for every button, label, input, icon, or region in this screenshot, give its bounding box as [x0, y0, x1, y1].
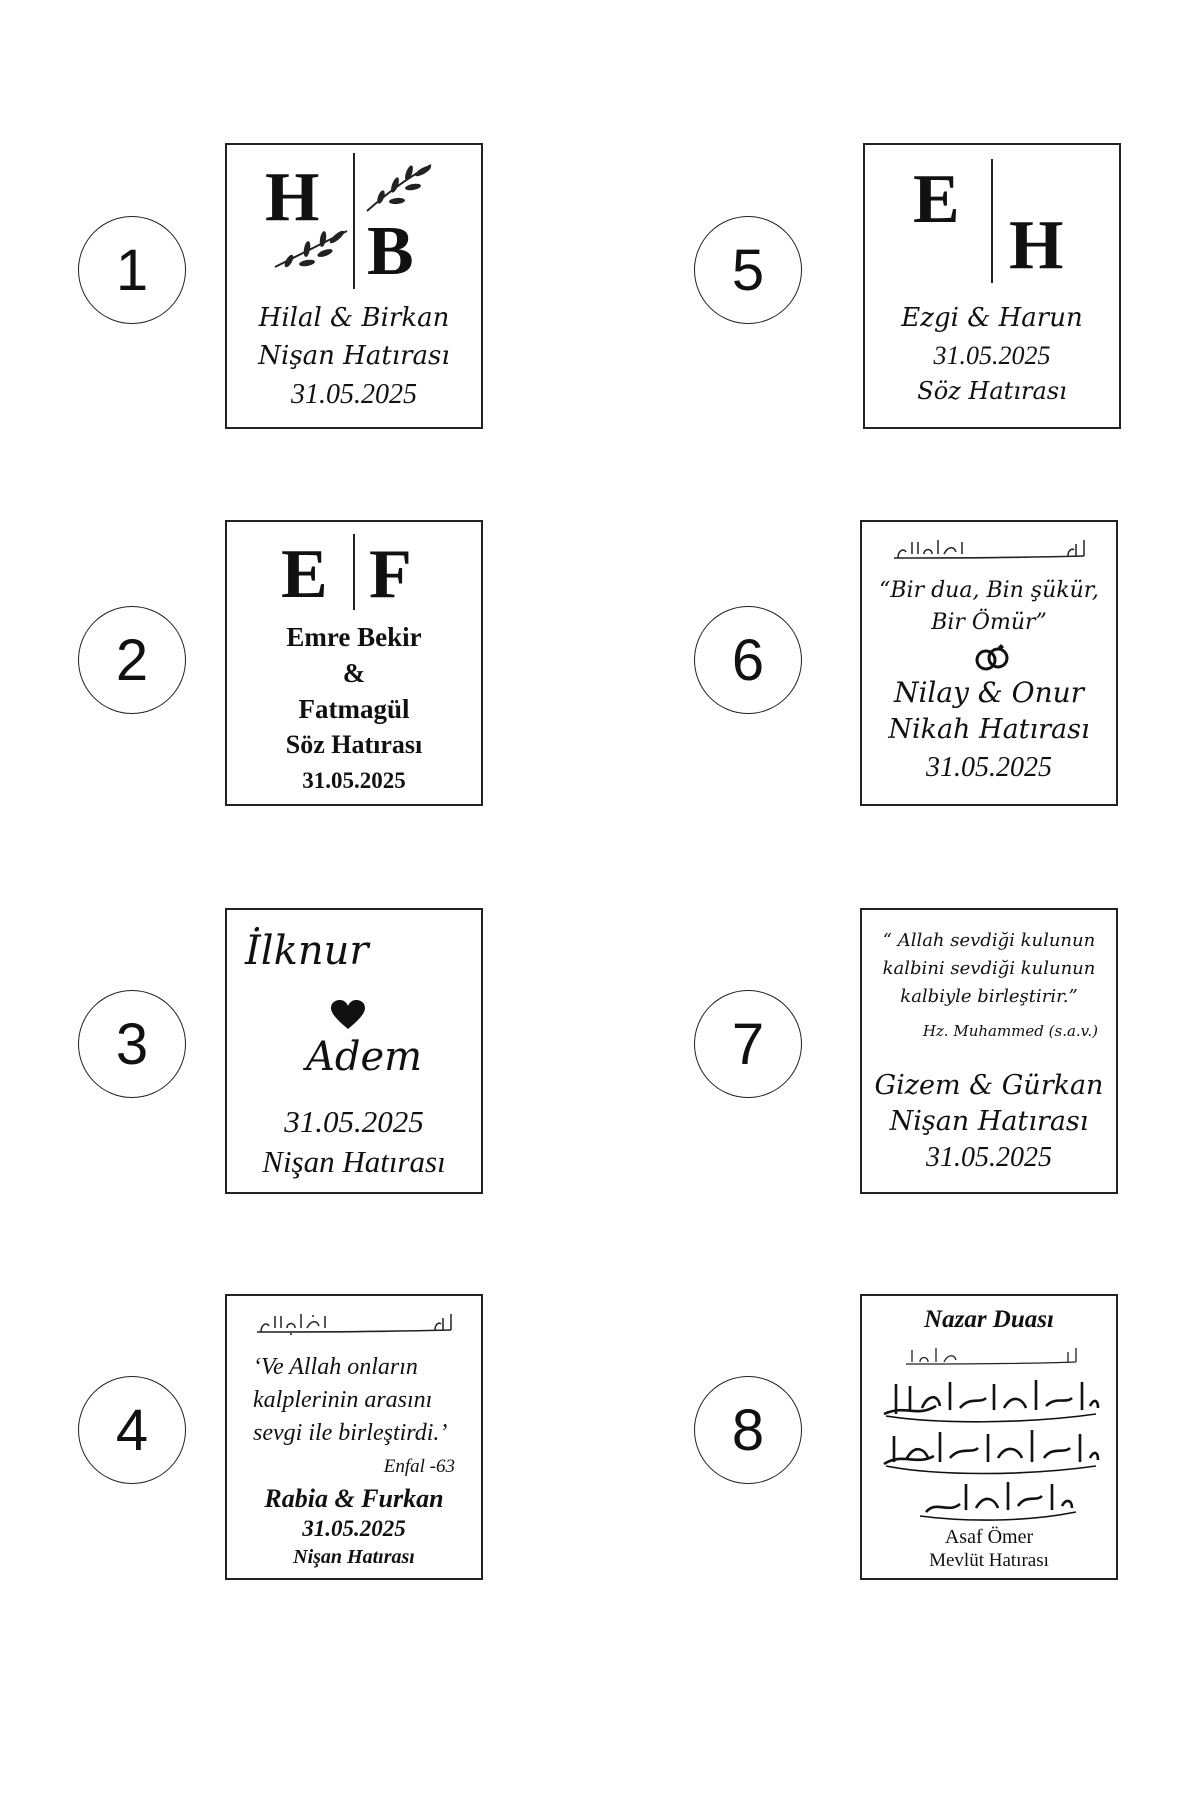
quote-source: Hz. Muhammed (s.a.v.) [922, 1022, 1098, 1040]
card-occasion: Nişan Hatırası [889, 1106, 1089, 1137]
card-date: 31.05.2025 [284, 1104, 424, 1139]
quote-line-3: kalbiyle birleştirir.” [900, 986, 1078, 1007]
card-date: 31.05.2025 [933, 341, 1051, 370]
card-names: Gizem & Gürkan [874, 1070, 1104, 1101]
card-names: Hilal & Birkan [258, 303, 450, 333]
card-date: 31.05.2025 [291, 379, 417, 410]
number-badge-2: 2 [78, 606, 186, 714]
monogram-left: E [913, 161, 960, 238]
quote-line-1: “Bir dua, Bin şükür, [879, 578, 1099, 603]
leaf-branch-icon [363, 159, 435, 215]
number-badge-1: 1 [78, 216, 186, 324]
card-names: Rabia & Furkan [264, 1484, 444, 1513]
card-occasion: Söz Hatırası [285, 730, 423, 759]
monogram-left: E [281, 536, 328, 613]
card-occasion: Nişan Hatırası [258, 341, 450, 371]
card-date: 31.05.2025 [302, 768, 406, 793]
monogram-left: H [265, 159, 320, 236]
leaf-branch-icon [271, 221, 351, 271]
number-badge-6: 6 [694, 606, 802, 714]
card-date: 31.05.2025 [926, 752, 1052, 783]
card-2 [225, 520, 483, 806]
card-occasion: Mevlüt Hatırası [929, 1550, 1049, 1571]
card-date: 31.05.2025 [926, 1142, 1052, 1173]
monogram-divider [991, 159, 993, 283]
quote-line-1: “ Allah sevdiği kulunun [882, 930, 1096, 951]
quote-line-2: kalbini sevdiği kulunun [882, 958, 1096, 979]
monogram-divider [353, 534, 355, 610]
wedding-rings-icon [972, 644, 1012, 672]
card-4 [225, 1294, 483, 1580]
card-occasion: Nişan Hatırası [293, 1546, 415, 1568]
card-5 [863, 143, 1121, 429]
number-badge-8: 8 [694, 1376, 802, 1484]
card-title: Nazar Duası [924, 1306, 1054, 1333]
card-date: 31.05.2025 [302, 1516, 406, 1541]
number-badge-3: 3 [78, 990, 186, 1098]
verse-line-3: sevgi ile birleştirdi.’ [253, 1420, 448, 1446]
card-name: Asaf Ömer [944, 1526, 1034, 1548]
card-name-2: Fatmagül [298, 694, 410, 724]
verse-line-2: kalplerinin arasını [253, 1387, 433, 1413]
card-ampersand: & [342, 658, 366, 688]
card-name-1: Emre Bekir [286, 622, 422, 652]
card-occasion: Nikah Hatırası [888, 714, 1090, 745]
monogram-right: F [369, 536, 412, 613]
quote-line-2: Bir Ömür” [931, 610, 1047, 635]
card-occasion: Söz Hatırası [917, 377, 1067, 405]
bismillah-calligraphy [888, 536, 1092, 564]
number-badge-7: 7 [694, 990, 802, 1098]
card-7 [860, 908, 1118, 1194]
card-name-2: Adem [305, 1034, 423, 1080]
card-names: Ezgi & Harun [901, 303, 1083, 333]
heart-icon [331, 1000, 365, 1030]
number-badge-4: 4 [78, 1376, 186, 1484]
monogram-right: B [367, 213, 414, 290]
nazar-calligraphy [876, 1344, 1104, 1524]
number-badge-5: 5 [694, 216, 802, 324]
card-names: Nilay & Onur [893, 676, 1085, 709]
monogram-divider [353, 153, 355, 289]
card-name-1: İlknur [245, 928, 369, 974]
verse-source: Enfal -63 [383, 1456, 455, 1477]
bismillah-calligraphy [251, 1310, 461, 1338]
card-3 [225, 908, 483, 1194]
card-8 [860, 1294, 1118, 1580]
card-1 [225, 143, 483, 429]
monogram-right: H [1009, 207, 1064, 284]
card-occasion: Nişan Hatırası [262, 1144, 446, 1179]
card-6 [860, 520, 1118, 806]
verse-line-1: ‘Ve Allah onların [253, 1354, 418, 1380]
